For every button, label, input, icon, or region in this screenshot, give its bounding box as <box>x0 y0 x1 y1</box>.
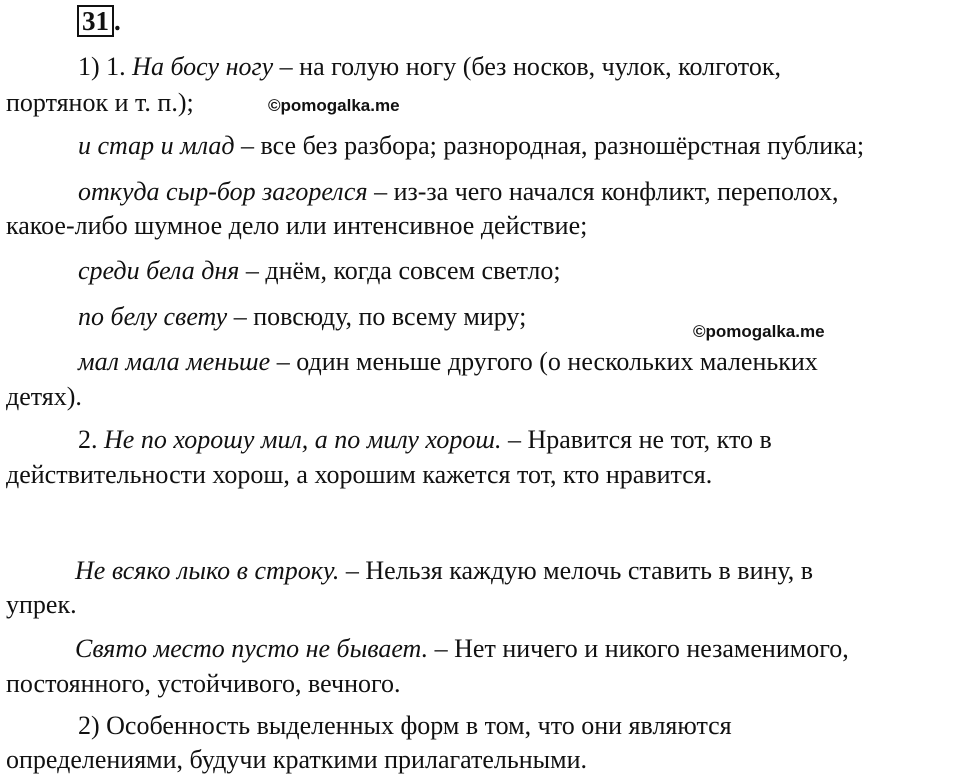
item1-line-2: портянок и т. п.); <box>6 88 194 117</box>
idiom: по белу свету <box>78 302 228 331</box>
item2-line-3: Не всяко лыко в строку. – Нельзя каждую мелочь ставить в вину, в <box>75 556 814 585</box>
part2-line-1: 2) Особенность выделенных форм в том, что они являются <box>78 711 732 740</box>
watermark: ©pomogalka.me <box>693 322 825 341</box>
idiom: и стар и млад <box>78 131 235 160</box>
proverb: Свято место пусто не бывает. <box>75 634 429 663</box>
item1-line-6: среди бела дня – днём, когда совсем светло; <box>78 256 561 285</box>
idiom: среди бела дня <box>78 256 240 285</box>
idiom: На босу ногу <box>132 52 274 81</box>
item1-line-7: по белу свету – повсюду, по всему миру; <box>78 302 527 331</box>
task-number-suffix: . <box>114 6 121 36</box>
watermark: ©pomogalka.me <box>268 96 400 115</box>
item1-line-5: какое-либо шумное дело или интенсивное действие; <box>6 211 588 240</box>
proverb: Не всяко лыко в строку. <box>75 556 340 585</box>
item1-line-8: мал мала меньше – один меньше другого (о нескольких маленьких <box>78 347 818 376</box>
part2-line-2: определениями, будучи краткими прилагательными. <box>6 745 588 774</box>
task-number <box>77 5 121 36</box>
item2-line-1: 2. Не по хорошу мил, а по милу хорош. – Нравится не тот, кто в <box>78 425 772 454</box>
item2-line-6: постоянного, устойчивого, вечного. <box>6 669 401 698</box>
idiom: откуда сыр-бор загорелся <box>78 177 368 206</box>
item1-line-4: откуда сыр-бор загорелся – из-за чего начался конфликт, переполох, <box>78 177 839 206</box>
item1-line-1: 1) 1. На босу ногу – на голую ногу (без носков, чулок, колготок, <box>78 52 781 81</box>
item1-line-3: и стар и млад – все без разбора; разнородная, разношёрстная публика; <box>78 131 865 160</box>
item1-line-9: детях). <box>6 382 82 411</box>
proverb: Не по хорошу мил, а по милу хорош. <box>104 425 502 454</box>
task-number-box: 31 <box>77 5 114 37</box>
item2-line-5: Свято место пусто не бывает. – Нет ничего и никого незаменимого, <box>75 634 849 663</box>
idiom: мал мала меньше <box>78 347 271 376</box>
item2-line-4: упрек. <box>6 590 77 619</box>
item2-line-2: действительности хорош, а хорошим кажется тот, кто нравится. <box>6 460 713 489</box>
